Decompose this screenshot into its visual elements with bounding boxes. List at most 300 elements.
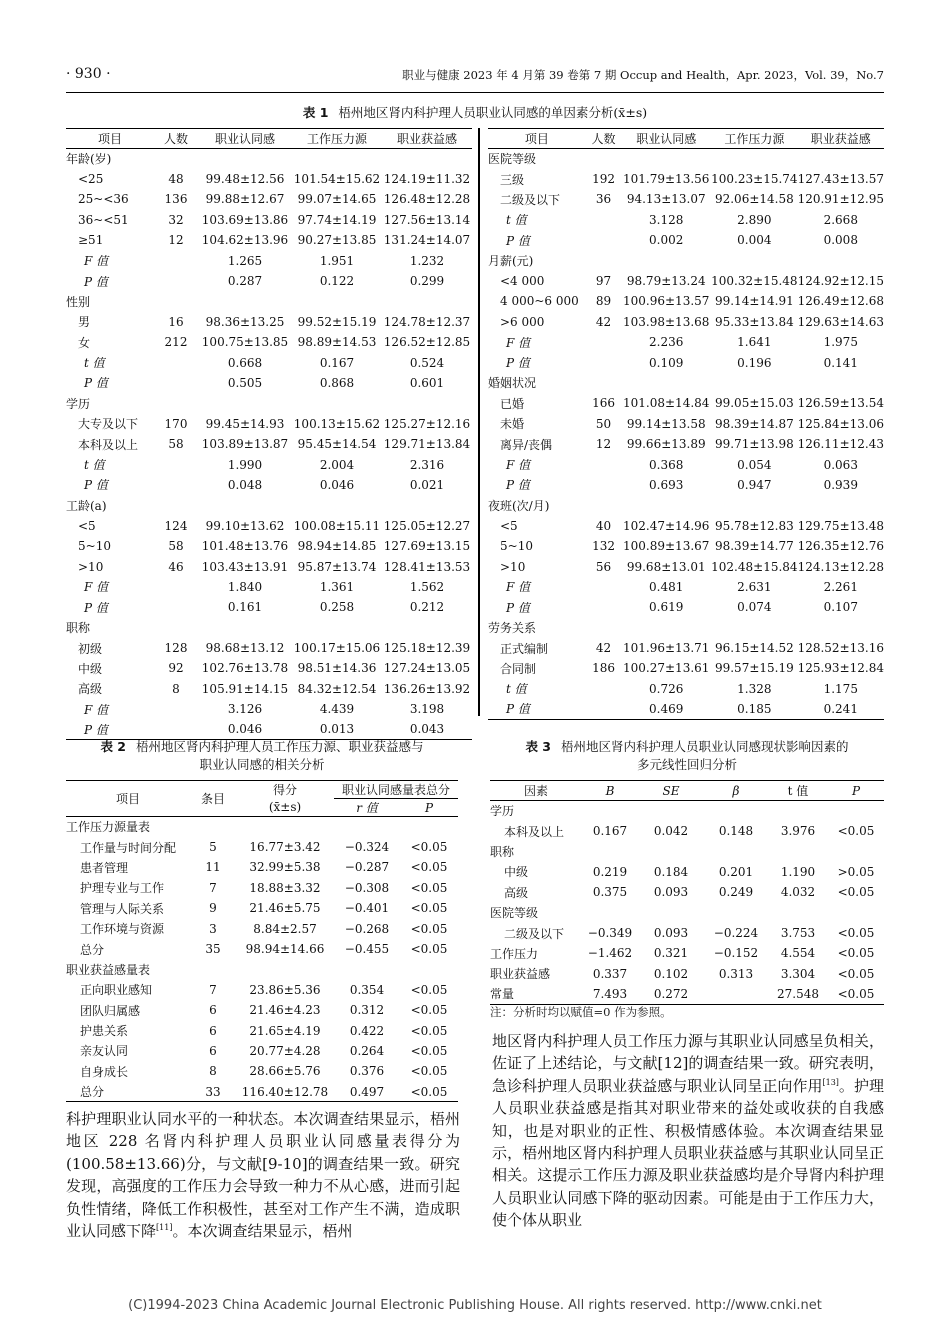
table1-left-col-4: 职业获益感 [396, 132, 457, 146]
table-cell: 16.77±3.42 [249, 840, 321, 855]
row-label: 大专及以下 [78, 417, 139, 432]
table-cell: 0.469 [649, 701, 684, 716]
table-row [488, 454, 884, 474]
table-cell [586, 475, 622, 495]
table-cell [190, 817, 236, 837]
table-cell: 0.312 [349, 1003, 385, 1018]
table-cell: −0.308 [344, 880, 390, 895]
table-cell [400, 817, 458, 837]
table-row [66, 169, 472, 189]
row-label: <5 [78, 518, 96, 533]
table-row [66, 312, 472, 332]
table-cell: 98.39±14.77 [714, 539, 794, 554]
table-cell [292, 149, 382, 169]
table-cell: 126.48±12.28 [383, 192, 471, 207]
table-cell: 94.13±13.07 [626, 192, 706, 207]
body-left-paragraph [66, 1108, 460, 1242]
table-cell: <0.05 [837, 926, 875, 941]
table-cell: 99.52±15.19 [297, 314, 377, 329]
table-cell [334, 817, 400, 837]
table-cell: 0.184 [653, 864, 689, 879]
table-row [488, 556, 884, 576]
table-row [488, 291, 884, 311]
table-cell: 7 [209, 880, 217, 895]
table-cell: 103.43±13.91 [201, 559, 289, 574]
table-cell: 0.668 [227, 355, 263, 370]
table-row [488, 475, 884, 495]
table-cell [382, 149, 472, 169]
table-cell: 101.08±14.84 [623, 396, 710, 411]
table-cell: 0.048 [227, 477, 263, 492]
table-cell: 3.753 [780, 926, 816, 941]
table-cell: 212 [164, 335, 188, 350]
table-cell: 0.368 [649, 457, 684, 472]
table-cell [586, 617, 622, 637]
table-cell: 100.23±15.74 [711, 172, 798, 187]
table-cell: 0.008 [823, 233, 858, 248]
table-row [66, 434, 472, 454]
table-cell [586, 454, 622, 474]
table-row [488, 271, 884, 291]
table-cell: <0.05 [410, 1023, 448, 1038]
table-row [490, 841, 884, 861]
table-cell: 98.94±14.66 [245, 942, 325, 957]
table3-col-3: β [732, 783, 740, 798]
table-cell: 0.299 [409, 274, 445, 289]
table-cell [621, 373, 711, 393]
table-cell [621, 495, 711, 515]
table-cell: 5 [209, 840, 217, 855]
table-row [66, 898, 458, 918]
table-cell: 95.87±13.74 [297, 559, 377, 574]
table1-left-col-3: 工作压力源 [306, 132, 367, 146]
table-cell [582, 841, 638, 861]
table1-right-col-2: 职业认同感 [636, 132, 697, 146]
table-row [66, 556, 472, 576]
table-cell: 131.24±14.07 [383, 233, 471, 248]
row-label: t 值 [506, 682, 527, 697]
row-label: 医院等级 [488, 152, 537, 167]
table-cell: 2.004 [319, 457, 355, 472]
table-cell: 0.148 [718, 824, 754, 839]
table-row [66, 454, 472, 474]
table-cell: 125.18±12.39 [383, 641, 471, 656]
table-cell: 99.14±13.58 [626, 416, 706, 431]
row-label: 中级 [504, 865, 529, 880]
table-cell: 0.004 [737, 233, 772, 248]
table-cell [198, 393, 292, 413]
table-cell: <0.05 [410, 1043, 448, 1058]
table-row [66, 638, 472, 658]
table-cell: 170 [164, 416, 188, 431]
table1-left-col-1: 人数 [163, 132, 188, 146]
table-cell [198, 291, 292, 311]
table-cell: 116.40±12.78 [241, 1084, 329, 1099]
table-cell: 42 [595, 641, 612, 656]
table-row [66, 939, 458, 959]
row-label: >10 [78, 559, 104, 574]
row-label: t 值 [84, 356, 105, 371]
table-cell: −0.268 [344, 921, 390, 936]
table-cell [198, 495, 292, 515]
table-cell: 58 [168, 437, 184, 452]
table-row [66, 878, 458, 898]
table-cell [798, 373, 884, 393]
table1-title: 梧州地区肾内科护理人员职业认同感的单因素分析(x̄±s) [338, 105, 648, 120]
table-row [66, 1041, 458, 1061]
table-row [66, 516, 472, 536]
table3 [490, 780, 884, 1005]
table-cell: 0.264 [349, 1043, 385, 1058]
table-cell: 42 [595, 314, 612, 329]
table-cell: 124 [164, 518, 188, 533]
body-right-paragraph [492, 1030, 884, 1232]
citation-11[interactable]: [11] [156, 1223, 173, 1233]
table-cell: 100.75±13.85 [201, 335, 289, 350]
row-label: F 值 [506, 335, 531, 350]
table-cell [704, 801, 768, 821]
t2-col-p: P [424, 800, 434, 815]
table-row [490, 821, 884, 841]
table3-body [490, 801, 884, 1005]
table-cell: 4.554 [780, 946, 816, 961]
table-cell: 99.07±14.65 [297, 192, 377, 207]
table-cell: 99.71±13.98 [714, 437, 794, 452]
table-cell: 100.27±13.61 [623, 661, 710, 676]
table-row [66, 1082, 458, 1102]
table-cell: 0.939 [823, 477, 858, 492]
table-cell [198, 149, 292, 169]
row-label: 二级及以下 [504, 926, 565, 941]
table-cell [798, 495, 884, 515]
table-cell [586, 679, 622, 699]
table-cell: 99.48±12.56 [205, 172, 285, 187]
table-cell: 101.96±13.71 [623, 641, 710, 656]
table-cell [154, 577, 198, 597]
row-label: P 值 [84, 722, 108, 737]
row-label: 护患关系 [80, 1024, 129, 1039]
table-cell [621, 149, 711, 169]
table-cell [828, 801, 884, 821]
row-label: 医院等级 [490, 906, 539, 921]
table-cell: 129.75±13.48 [797, 518, 884, 533]
table2-title-line1: 梧州地区肾内科护理人员工作压力源、职业获益感与 [136, 739, 424, 754]
table-cell: 6 [209, 1003, 217, 1018]
table-cell: <0.05 [410, 901, 448, 916]
table-cell: 0.043 [409, 722, 445, 737]
table-cell [586, 597, 622, 617]
table-cell [154, 617, 198, 637]
table1-left-col-2: 职业认同感 [214, 132, 275, 146]
table-row [66, 495, 472, 515]
row-label: 女 [78, 335, 91, 350]
table-cell: 40 [595, 518, 612, 533]
table-cell [154, 291, 198, 311]
table-row [490, 964, 884, 984]
row-label: 管理与人际关系 [80, 901, 165, 916]
table-cell: 0.947 [737, 477, 772, 492]
table-cell: 0.109 [649, 355, 684, 370]
table-cell: 0.054 [737, 457, 772, 472]
table-cell: 16 [168, 314, 184, 329]
table-cell: 125.93±12.84 [797, 661, 884, 676]
row-label: F 值 [84, 702, 109, 717]
citation-13[interactable]: [13] [822, 1077, 839, 1087]
table-cell: 1.562 [409, 579, 445, 594]
table-row [490, 801, 884, 821]
table-cell [190, 959, 236, 979]
right-paragraph-text-2: 。护理人员职业获益感是指其对职业带来的益处或收获的自我感知，也是对职业的正性、积极情感体验。本次调查结果显示，梧州地区肾内科护理人员职业获益感与其职业认同呈正相关。这提示工作压力源及职业获益感均是介导肾内科护理人员职业认同感下降的驱动因素。可能是由于工作压力大，使个体从职业 [492, 1076, 884, 1230]
table-row [490, 943, 884, 963]
table-cell [154, 271, 198, 291]
table-cell [586, 352, 622, 372]
table1-left-header [66, 129, 472, 149]
table-cell: 84.32±12.54 [297, 681, 377, 696]
table-row [66, 332, 472, 352]
table-cell: 1.975 [823, 335, 858, 350]
table-cell: 127.24±13.05 [383, 661, 471, 676]
table-cell: <0.05 [410, 921, 448, 936]
row-label: 团队归属感 [80, 1003, 141, 1018]
table-cell: 95.45±14.54 [297, 437, 377, 452]
table-cell: 0.167 [592, 824, 628, 839]
table-cell: 102.76±13.78 [201, 661, 289, 676]
table-row [488, 230, 884, 250]
row-label: 常量 [490, 987, 515, 1002]
row-label: F 值 [84, 254, 109, 269]
table-cell: 0.287 [227, 274, 263, 289]
row-label: F 值 [506, 580, 531, 595]
row-label: P 值 [84, 478, 108, 493]
row-label: 中级 [78, 661, 103, 676]
table-cell: 99.68±13.01 [626, 559, 706, 574]
table-cell: 1.232 [409, 253, 445, 268]
t2-col-score: 得分 [272, 783, 297, 798]
table-cell: 0.201 [718, 864, 754, 879]
table-cell: 6 [209, 1043, 217, 1058]
table-cell: 3.128 [649, 212, 684, 227]
table-row [66, 679, 472, 699]
table-row [490, 984, 884, 1004]
table-cell: 0.196 [737, 355, 772, 370]
table-cell [711, 250, 797, 270]
table-cell: 166 [592, 396, 615, 411]
table-cell [292, 393, 382, 413]
row-label: 5~10 [500, 539, 533, 554]
table-cell: 97 [595, 274, 612, 289]
table-cell: 2.631 [737, 579, 772, 594]
table-cell: 1.175 [823, 681, 858, 696]
table-cell: 103.89±13.87 [201, 437, 289, 452]
table-row [66, 414, 472, 434]
table-cell: 126.35±12.76 [797, 539, 884, 554]
table-row [488, 393, 884, 413]
table-row [488, 210, 884, 230]
table-cell: 8.84±2.57 [253, 921, 317, 936]
row-label: <5 [500, 518, 518, 533]
table-cell: 125.05±12.27 [383, 518, 471, 533]
table-cell: 1.190 [780, 864, 816, 879]
table-cell: 0.726 [649, 681, 684, 696]
table-cell: 98.94±14.85 [297, 539, 377, 554]
table-cell: 0.868 [319, 375, 355, 390]
table-cell [638, 902, 704, 922]
table-cell: 56 [595, 559, 612, 574]
table-cell [236, 959, 334, 979]
table-cell: 0.219 [592, 864, 628, 879]
table-cell: 0.107 [823, 600, 858, 615]
row-label: P 值 [84, 376, 108, 391]
t2-col-score-unit: (x̄±s) [268, 800, 302, 815]
table-cell: 127.69±13.15 [383, 539, 471, 554]
table-cell: 18.88±3.32 [249, 880, 321, 895]
table-cell: 99.57±15.19 [714, 661, 794, 676]
table-cell: 129.71±13.84 [383, 437, 471, 452]
row-label: P 值 [506, 600, 530, 615]
table-cell [621, 617, 711, 637]
table1-left [66, 128, 472, 740]
table-cell [798, 149, 884, 169]
table-cell: 98.79±13.24 [626, 274, 706, 289]
table-cell: 100.32±15.48 [711, 274, 798, 289]
table-cell: 0.354 [349, 982, 385, 997]
table-row [66, 230, 472, 250]
table-cell: −0.324 [344, 840, 390, 855]
row-label: <4 000 [500, 274, 545, 289]
table-cell: 124.13±12.28 [797, 559, 884, 574]
table-row [66, 536, 472, 556]
row-label: 合同制 [500, 661, 537, 676]
table-row [488, 169, 884, 189]
table-cell: 8 [172, 681, 180, 696]
table-cell [154, 250, 198, 270]
row-label: 4 000~6 000 [500, 294, 579, 309]
table-cell: 98.51±14.36 [297, 661, 377, 676]
table-cell: 0.046 [227, 722, 263, 737]
table-cell: 0.313 [718, 966, 754, 981]
table-cell [798, 250, 884, 270]
table-cell [711, 149, 797, 169]
row-label: 学历 [490, 804, 515, 819]
row-label: 工作量与时间分配 [80, 840, 177, 855]
table-cell: −0.401 [344, 901, 390, 916]
table-row [488, 352, 884, 372]
table-cell: 99.88±12.67 [205, 192, 285, 207]
table-cell [292, 617, 382, 637]
table-cell: 103.98±13.68 [623, 314, 710, 329]
row-label: 职业获益感 [490, 967, 551, 982]
table-cell [154, 352, 198, 372]
row-label: 总分 [80, 942, 105, 957]
table-row [488, 332, 884, 352]
table-cell [292, 291, 382, 311]
table-row [66, 210, 472, 230]
row-label: 初级 [78, 641, 103, 656]
table-cell: 2.236 [649, 335, 684, 350]
table-cell: 0.042 [653, 824, 689, 839]
row-label: P 值 [84, 600, 108, 615]
table-cell [236, 817, 334, 837]
row-label: t 值 [506, 213, 527, 228]
row-label: 正向职业感知 [80, 983, 153, 998]
table-cell: 0.693 [649, 477, 684, 492]
table-cell [704, 902, 768, 922]
row-label: 高级 [504, 885, 529, 900]
table1-right-col-3: 工作压力源 [724, 132, 785, 146]
table-cell: 99.10±13.62 [205, 518, 285, 533]
table3-col-2: SE [662, 783, 680, 798]
table-cell [704, 984, 768, 1004]
table-cell [768, 841, 828, 861]
table3-col-0: 因素 [523, 784, 548, 798]
table-cell: 103.69±13.86 [201, 212, 289, 227]
row-label: >10 [500, 559, 526, 574]
table-cell [768, 801, 828, 821]
table-row [66, 959, 458, 979]
table-cell: 20.77±4.28 [249, 1043, 321, 1058]
table-cell [382, 495, 472, 515]
row-label: 高级 [78, 682, 103, 697]
row-label: 亲友认同 [80, 1044, 129, 1059]
table-cell: 128 [164, 641, 188, 656]
table1-right-col-4: 职业获益感 [810, 132, 871, 146]
row-label: 患者管理 [80, 860, 129, 875]
table-cell: 21.65±4.19 [249, 1023, 321, 1038]
table-cell: 0.074 [737, 600, 772, 615]
row-label: <25 [78, 172, 104, 187]
table1-right [488, 128, 884, 720]
table-cell: 1.990 [227, 457, 263, 472]
table-cell: 3.976 [780, 824, 816, 839]
table1-right-header [488, 129, 884, 149]
left-paragraph-text: 科护理职业认同水平的一种状态。本次调查结果显示，梧州地区 228 名肾内科护理人员职业认同感量表得分为(100.58±13.66)分，与文献[9-10]的调查结果一致。研究发现，高强度的工作压力会导致一种力不从心感，进而引起负性情绪，降低工作积极性，甚至对工作产生不满，造成职业认同感下降 [66, 1110, 460, 1241]
table-cell: 0.122 [319, 274, 355, 289]
table-row [488, 658, 884, 678]
table-cell [586, 699, 622, 719]
table-cell [711, 617, 797, 637]
table2-title-line2: 职业认同感的相关分析 [199, 757, 325, 772]
table-cell [798, 617, 884, 637]
table-cell: 101.54±15.62 [293, 172, 381, 187]
table-row [488, 699, 884, 719]
table-cell: 0.013 [319, 722, 355, 737]
table-cell: 129.63±14.63 [797, 314, 884, 329]
row-label: 工作环境与资源 [80, 922, 165, 937]
table-cell [586, 149, 622, 169]
table-cell: <0.05 [410, 1084, 448, 1099]
table-row [490, 862, 884, 882]
table-cell: 0.337 [592, 966, 628, 981]
table-cell: −0.152 [713, 946, 759, 961]
table-cell: 1.951 [319, 253, 355, 268]
row-label: F 值 [84, 580, 109, 595]
table-row [66, 1061, 458, 1081]
table-cell: 132 [592, 539, 615, 554]
row-label: 婚姻状况 [488, 376, 537, 391]
table-row [66, 617, 472, 637]
row-label: 职称 [66, 621, 91, 636]
table-cell: −0.287 [344, 860, 390, 875]
table-cell: 0.093 [653, 926, 689, 941]
row-label: P 值 [506, 356, 530, 371]
table-cell [198, 617, 292, 637]
table-row [66, 271, 472, 291]
row-label: 学历 [66, 396, 91, 411]
table-cell: 0.167 [319, 355, 355, 370]
table-cell: 99.05±15.03 [714, 396, 794, 411]
table-row [490, 882, 884, 902]
page-number: · 930 · [66, 66, 111, 82]
